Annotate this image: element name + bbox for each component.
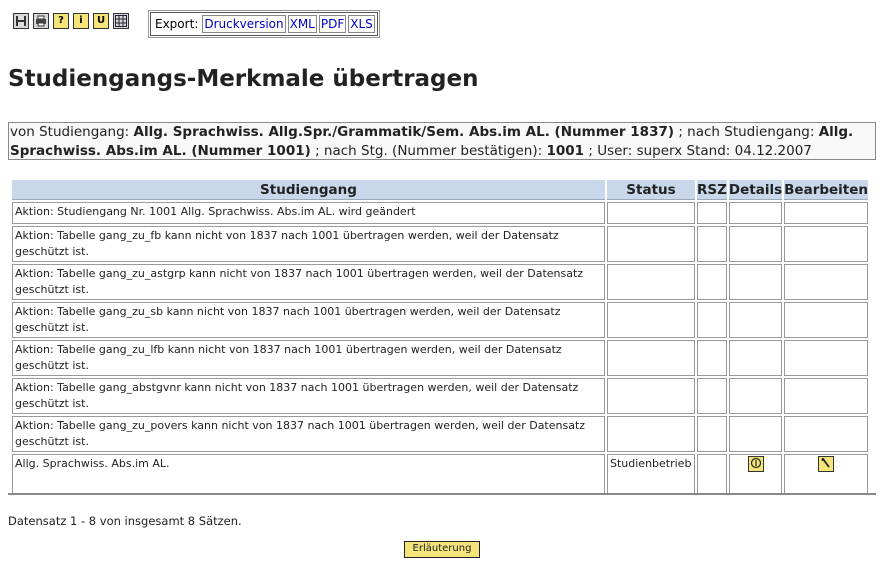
- cell-bearbeiten: [784, 416, 868, 452]
- cell-bearbeiten: [784, 378, 868, 414]
- cell-details: [729, 202, 782, 224]
- info-mid: ; nach Studiengang:: [678, 124, 815, 140]
- table-row: [12, 264, 868, 300]
- info-icon[interactable]: i: [73, 13, 89, 29]
- cell-studiengang: Aktion: Tabelle gang_zu_astgrp kann nicht von 1837 nach 1001 übertragen werden, weil der Datensatz geschützt ist.: [12, 264, 605, 300]
- cell-details: [729, 416, 782, 452]
- cell-details: [729, 264, 782, 300]
- cell-rsz: [697, 302, 727, 338]
- header-details: Details: [729, 180, 782, 200]
- cell-rsz: [697, 264, 727, 300]
- cell-status: [607, 202, 695, 224]
- cell-studiengang: Allg. Sprachwiss. Abs.im AL.: [12, 454, 605, 495]
- export-bar: [150, 12, 378, 36]
- cell-studiengang: Aktion: Studiengang Nr. 1001 Allg. Sprachwiss. Abs.im AL. wird geändert: [12, 202, 605, 224]
- erlaeuterung-button[interactable]: Erläuterung: [404, 541, 480, 558]
- cell-rsz: [697, 202, 727, 224]
- export-xml-link[interactable]: XML: [289, 17, 315, 31]
- attachment-icon[interactable]: U: [93, 13, 109, 29]
- header-rsz: RSZ: [697, 180, 727, 200]
- table-row: [12, 416, 868, 452]
- info-to-course: Allg. Sprachwiss. Abs.im AL. (Nummer 1001): [10, 124, 854, 159]
- cell-status: [607, 378, 695, 414]
- header-studiengang: Studiengang: [12, 180, 605, 200]
- cell-studiengang: Aktion: Tabelle gang_zu_povers kann nicht von 1837 nach 1001 übertragen werden, weil der Datensatz geschützt ist.: [12, 416, 605, 452]
- info-confirm-label: ; nach Stg. (Nummer bestätigen):: [315, 143, 543, 159]
- export-label: Export:: [155, 17, 199, 31]
- info-confirm-value: 1001: [546, 143, 585, 159]
- table-icon[interactable]: [113, 13, 129, 29]
- cell-status: [607, 340, 695, 376]
- cell-studiengang: Aktion: Tabelle gang_zu_lfb kann nicht von 1837 nach 1001 übertragen werden, weil der Datensatz geschützt ist.: [12, 340, 605, 376]
- info-box: [8, 122, 876, 160]
- details-icon[interactable]: [748, 456, 764, 472]
- info-from-course: Allg. Sprachwiss. Allg.Spr./Grammatik/Sem. Abs.im AL. (Nummer 1837): [133, 124, 675, 140]
- toolbar: [13, 13, 133, 29]
- cell-details: [729, 340, 782, 376]
- cell-details: [729, 302, 782, 338]
- cell-details: [729, 378, 782, 414]
- header-bearbeiten: Bearbeiten: [784, 180, 868, 200]
- cell-status: [607, 226, 695, 262]
- cell-bearbeiten: [784, 454, 868, 495]
- cell-bearbeiten: [784, 226, 868, 262]
- cell-status: [607, 264, 695, 300]
- cell-status: [607, 416, 695, 452]
- records-summary: Datensatz 1 - 8 von insgesamt 8 Sätzen.: [8, 514, 242, 528]
- cell-status: Studienbetrieb: [607, 454, 695, 495]
- table-row: [12, 202, 868, 224]
- cell-rsz: [697, 340, 727, 376]
- cell-bearbeiten: [784, 264, 868, 300]
- page-title: Studiengangs-Merkmale übertragen: [8, 66, 479, 92]
- cell-details: [729, 226, 782, 262]
- cell-studiengang: Aktion: Tabelle gang_abstgvnr kann nicht von 1837 nach 1001 übertragen werden, weil der Datensatz geschützt ist.: [12, 378, 605, 414]
- info-prefix: von Studiengang:: [10, 124, 130, 140]
- save-icon[interactable]: [13, 13, 29, 29]
- cell-rsz: [697, 378, 727, 414]
- export-druckversion-link[interactable]: Druckversion: [204, 17, 284, 31]
- table-row: [12, 378, 868, 414]
- print-icon[interactable]: [33, 13, 49, 29]
- table-row: [12, 302, 868, 338]
- edit-icon[interactable]: [818, 456, 834, 472]
- help-icon[interactable]: ?: [53, 13, 69, 29]
- results-table: [10, 178, 870, 497]
- export-xls-link[interactable]: XLS: [350, 17, 373, 31]
- cell-bearbeiten: [784, 302, 868, 338]
- header-status: Status: [607, 180, 695, 200]
- cell-rsz: [697, 454, 727, 495]
- divider: [8, 493, 876, 495]
- export-pdf-link[interactable]: PDF: [320, 17, 345, 31]
- table-row: [12, 454, 868, 495]
- info-user-stand: ; User: superx Stand: 04.12.2007: [588, 143, 812, 159]
- cell-rsz: [697, 226, 727, 262]
- cell-studiengang: Aktion: Tabelle gang_zu_sb kann nicht von 1837 nach 1001 übertragen werden, weil der Datensatz geschützt ist.: [12, 302, 605, 338]
- cell-status: [607, 302, 695, 338]
- table-row: [12, 226, 868, 262]
- cell-bearbeiten: [784, 202, 868, 224]
- cell-bearbeiten: [784, 340, 868, 376]
- cell-studiengang: Aktion: Tabelle gang_zu_fb kann nicht von 1837 nach 1001 übertragen werden, weil der Datensatz geschützt ist.: [12, 226, 605, 262]
- table-row: [12, 340, 868, 376]
- cell-rsz: [697, 416, 727, 452]
- cell-details: [729, 454, 782, 495]
